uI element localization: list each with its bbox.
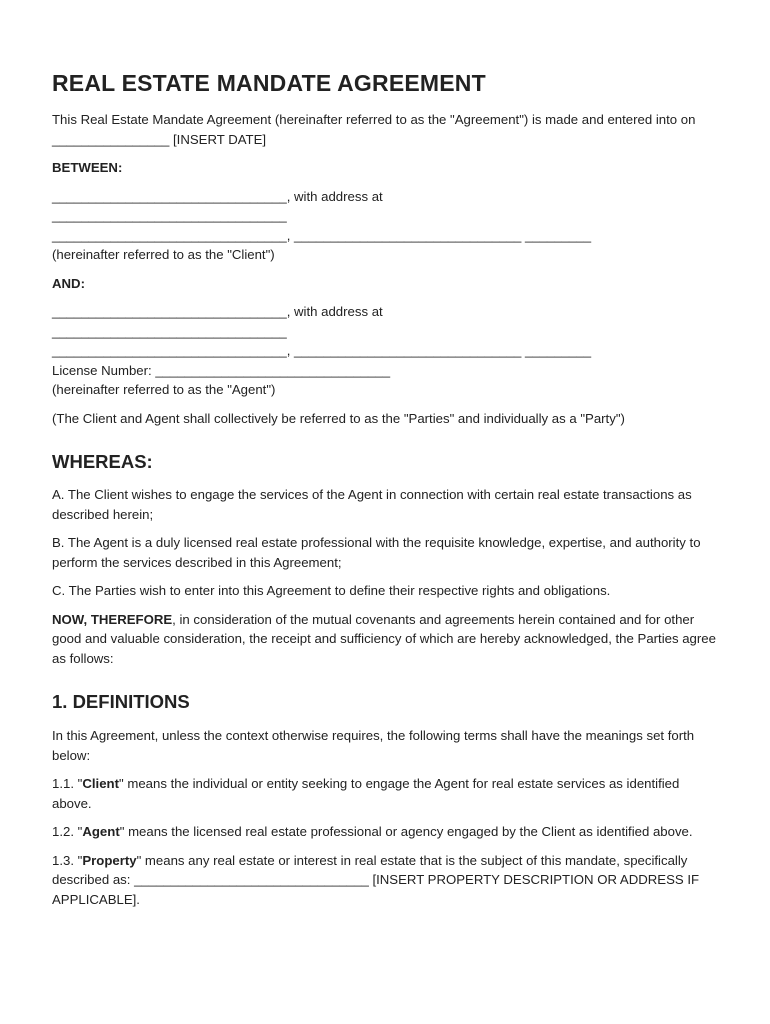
agent-address-line: ________________________________: [52, 323, 287, 339]
whereas-clause-c: C. The Parties wish to enter into this Agreement to define their respective rights and obligations.: [52, 583, 611, 598]
definition-property: [52, 851, 722, 910]
agent-reference-line: (hereinafter referred to as the "Agent"): [52, 382, 276, 397]
intro-paragraph: This Real Estate Mandate Agreement (hereinafter referred to as the "Agreement") is made and entered into on ________________ [INSERT DATE]: [52, 112, 696, 147]
between-label: BETWEEN:: [52, 160, 123, 175]
client-name-line: ________________________________, with address at: [52, 188, 383, 204]
definition-text: " means the individual or entity seeking to engage the Agent for real estate services as identified above.: [52, 776, 680, 811]
now-therefore-text: , in consideration of the mutual covenants and agreements herein contained and for other good and valuable consideration, the receipt and sufficiency of which are hereby acknowledged, the Parties agree as follows:: [52, 611, 716, 666]
whereas-clause-b: B. The Agent is a duly licensed real estate professional with the requisite knowledge, expertise, and authority to perform the services described in this Agreement;: [52, 535, 701, 570]
agent-name-line: ________________________________, with address at: [52, 304, 383, 319]
client-address-line: ________________________________: [52, 208, 287, 223]
definitions-heading: 1. DEFINITIONS: [52, 691, 190, 712]
definition-text: " means the licensed real estate professional or agency engaged by the Client as identified above.: [119, 824, 693, 839]
definitions-intro: In this Agreement, unless the context otherwise requires, the following terms shall have the meanings set forth below:: [52, 728, 695, 763]
definition-number: 1.2. ": [52, 824, 83, 839]
client-reference-line: (hereinafter referred to as the "Client"): [52, 247, 275, 262]
definition-number: 1.1. ": [52, 776, 83, 791]
client-block: [52, 187, 722, 265]
definition-agent: [52, 822, 722, 842]
and-label: AND:: [52, 275, 85, 291]
agent-license-line: License Number: ________________________________: [52, 362, 391, 378]
agent-block: [52, 302, 722, 400]
definition-text: " means any real estate or interest in real estate that is the subject of this mandate, specifically described as: ________________________________ [INSERT PROPERTY DESCRIPTION OR ADDRESS IF APPLICABLE].: [52, 852, 700, 907]
whereas-heading: WHEREAS:: [52, 451, 153, 472]
parties-note: (The Client and Agent shall collectively be referred to as the "Parties" and individually as a "Party"): [52, 410, 625, 426]
now-therefore-label: NOW, THEREFORE: [52, 611, 173, 627]
whereas-clause-a: A. The Client wishes to engage the services of the Agent in connection with certain real estate transactions as described herein;: [52, 487, 692, 522]
definition-client: [52, 774, 722, 813]
definition-term: Agent: [82, 824, 120, 839]
definition-number: 1.3. ": [52, 852, 83, 868]
definition-term: Client: [82, 776, 119, 791]
document-title: REAL ESTATE MANDATE AGREEMENT: [52, 70, 486, 96]
client-city-line: ________________________________, _______________________________ _________: [52, 227, 592, 243]
definition-term: Property: [82, 852, 137, 868]
document-page: [52, 70, 722, 918]
agent-city-line: ________________________________, _______________________________ _________: [52, 343, 592, 358]
now-therefore-paragraph: [52, 610, 722, 669]
